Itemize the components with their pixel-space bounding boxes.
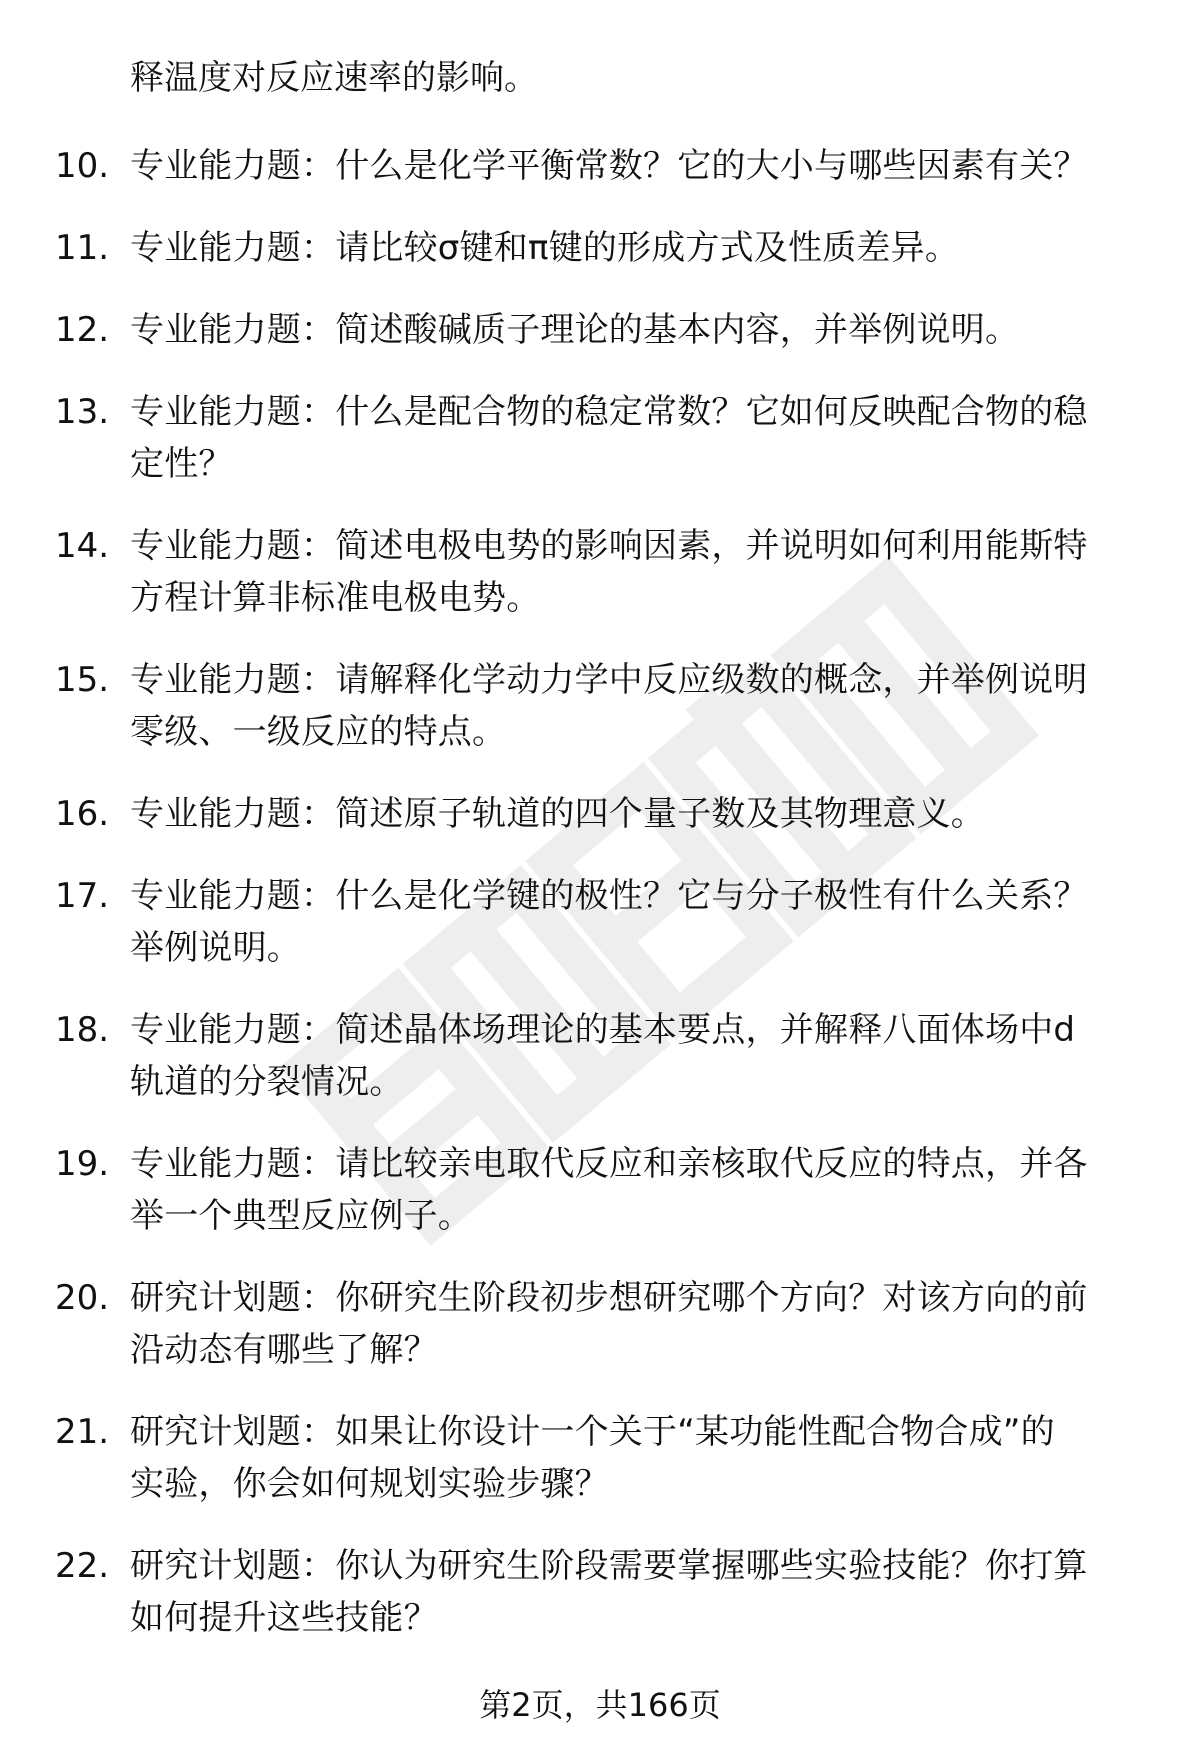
question-item (0, 140, 1200, 192)
question-number: 13. (55, 392, 110, 432)
question-text-line: 专业能力题：请比较亲电取代反应和亲核取代反应的特点，并各 (130, 1144, 1088, 1184)
question-number: 14. (55, 526, 110, 566)
question-number: 15. (55, 660, 110, 700)
question-text-line: 专业能力题：请解释化学动力学中反应级数的概念，并举例说明 (130, 660, 1088, 700)
question-text-line: 专业能力题：简述原子轨道的四个量子数及其物理意义。 (130, 794, 985, 834)
question-item (0, 1272, 1200, 1376)
question-number: 16. (55, 794, 110, 834)
question-text-line: 定性？ (130, 444, 233, 484)
question-text-line: 专业能力题：什么是配合物的稳定常数？它如何反映配合物的稳 (130, 392, 1088, 432)
question-item (0, 788, 1200, 840)
page-footer: 第2页，共166页 (479, 1686, 721, 1724)
question-item (0, 654, 1200, 758)
question-text-line: 实验，你会如何规划实验步骤？ (130, 1464, 609, 1504)
question-number: 21. (55, 1412, 110, 1452)
question-text-line: 专业能力题：简述电极电势的影响因素，并说明如何利用能斯特 (130, 526, 1088, 566)
question-number: 10. (55, 146, 110, 186)
question-number: 18. (55, 1010, 110, 1050)
question-text-line: 专业能力题：请比较σ键和π键的形成方式及性质差异。 (130, 228, 960, 268)
question-number: 19. (55, 1144, 110, 1184)
question-number: 17. (55, 876, 110, 916)
question-text-line: 专业能力题：什么是化学平衡常数？它的大小与哪些因素有关？ (130, 146, 1088, 186)
question-text-line: 举一个典型反应例子。 (130, 1196, 472, 1236)
question-text-line: 轨道的分裂情况。 (130, 1062, 404, 1102)
question-text-line: 零级、一级反应的特点。 (130, 712, 507, 752)
question-text-line: 专业能力题：什么是化学键的极性？它与分子极性有什么关系？ (130, 876, 1088, 916)
question-item (0, 386, 1200, 490)
question-number: 11. (55, 228, 110, 268)
question-item (0, 1138, 1200, 1242)
question-text-line: 如何提升这些技能？ (130, 1598, 438, 1638)
question-item (0, 520, 1200, 624)
question-number: 22. (55, 1546, 110, 1586)
question-text-line: 研究计划题：你研究生阶段初步想研究哪个方向？对该方向的前 (130, 1278, 1088, 1318)
question-number: 12. (55, 310, 110, 350)
question-text-line: 举例说明。 (130, 928, 301, 968)
continued-text: 释温度对反应速率的影响。 (130, 58, 538, 98)
question-item (0, 870, 1200, 974)
question-text-line: 研究计划题：你认为研究生阶段需要掌握哪些实验技能？你打算 (130, 1546, 1088, 1586)
question-text-line: 专业能力题：简述晶体场理论的基本要点，并解释八面体场中d (130, 1010, 1076, 1050)
question-item (0, 1406, 1200, 1510)
question-text-line: 专业能力题：简述酸碱质子理论的基本内容，并举例说明。 (130, 310, 1020, 350)
question-item (0, 1540, 1200, 1644)
question-text-line: 方程计算非标准电极电势。 (130, 578, 541, 618)
question-item (0, 1004, 1200, 1108)
question-item (0, 222, 1200, 274)
question-list (0, 140, 1200, 1674)
question-text-line: 沿动态有哪些了解？ (130, 1330, 438, 1370)
question-item (0, 304, 1200, 356)
question-text-line: 研究计划题：如果让你设计一个关于“某功能性配合物合成”的 (130, 1412, 1055, 1452)
question-number: 20. (55, 1278, 110, 1318)
